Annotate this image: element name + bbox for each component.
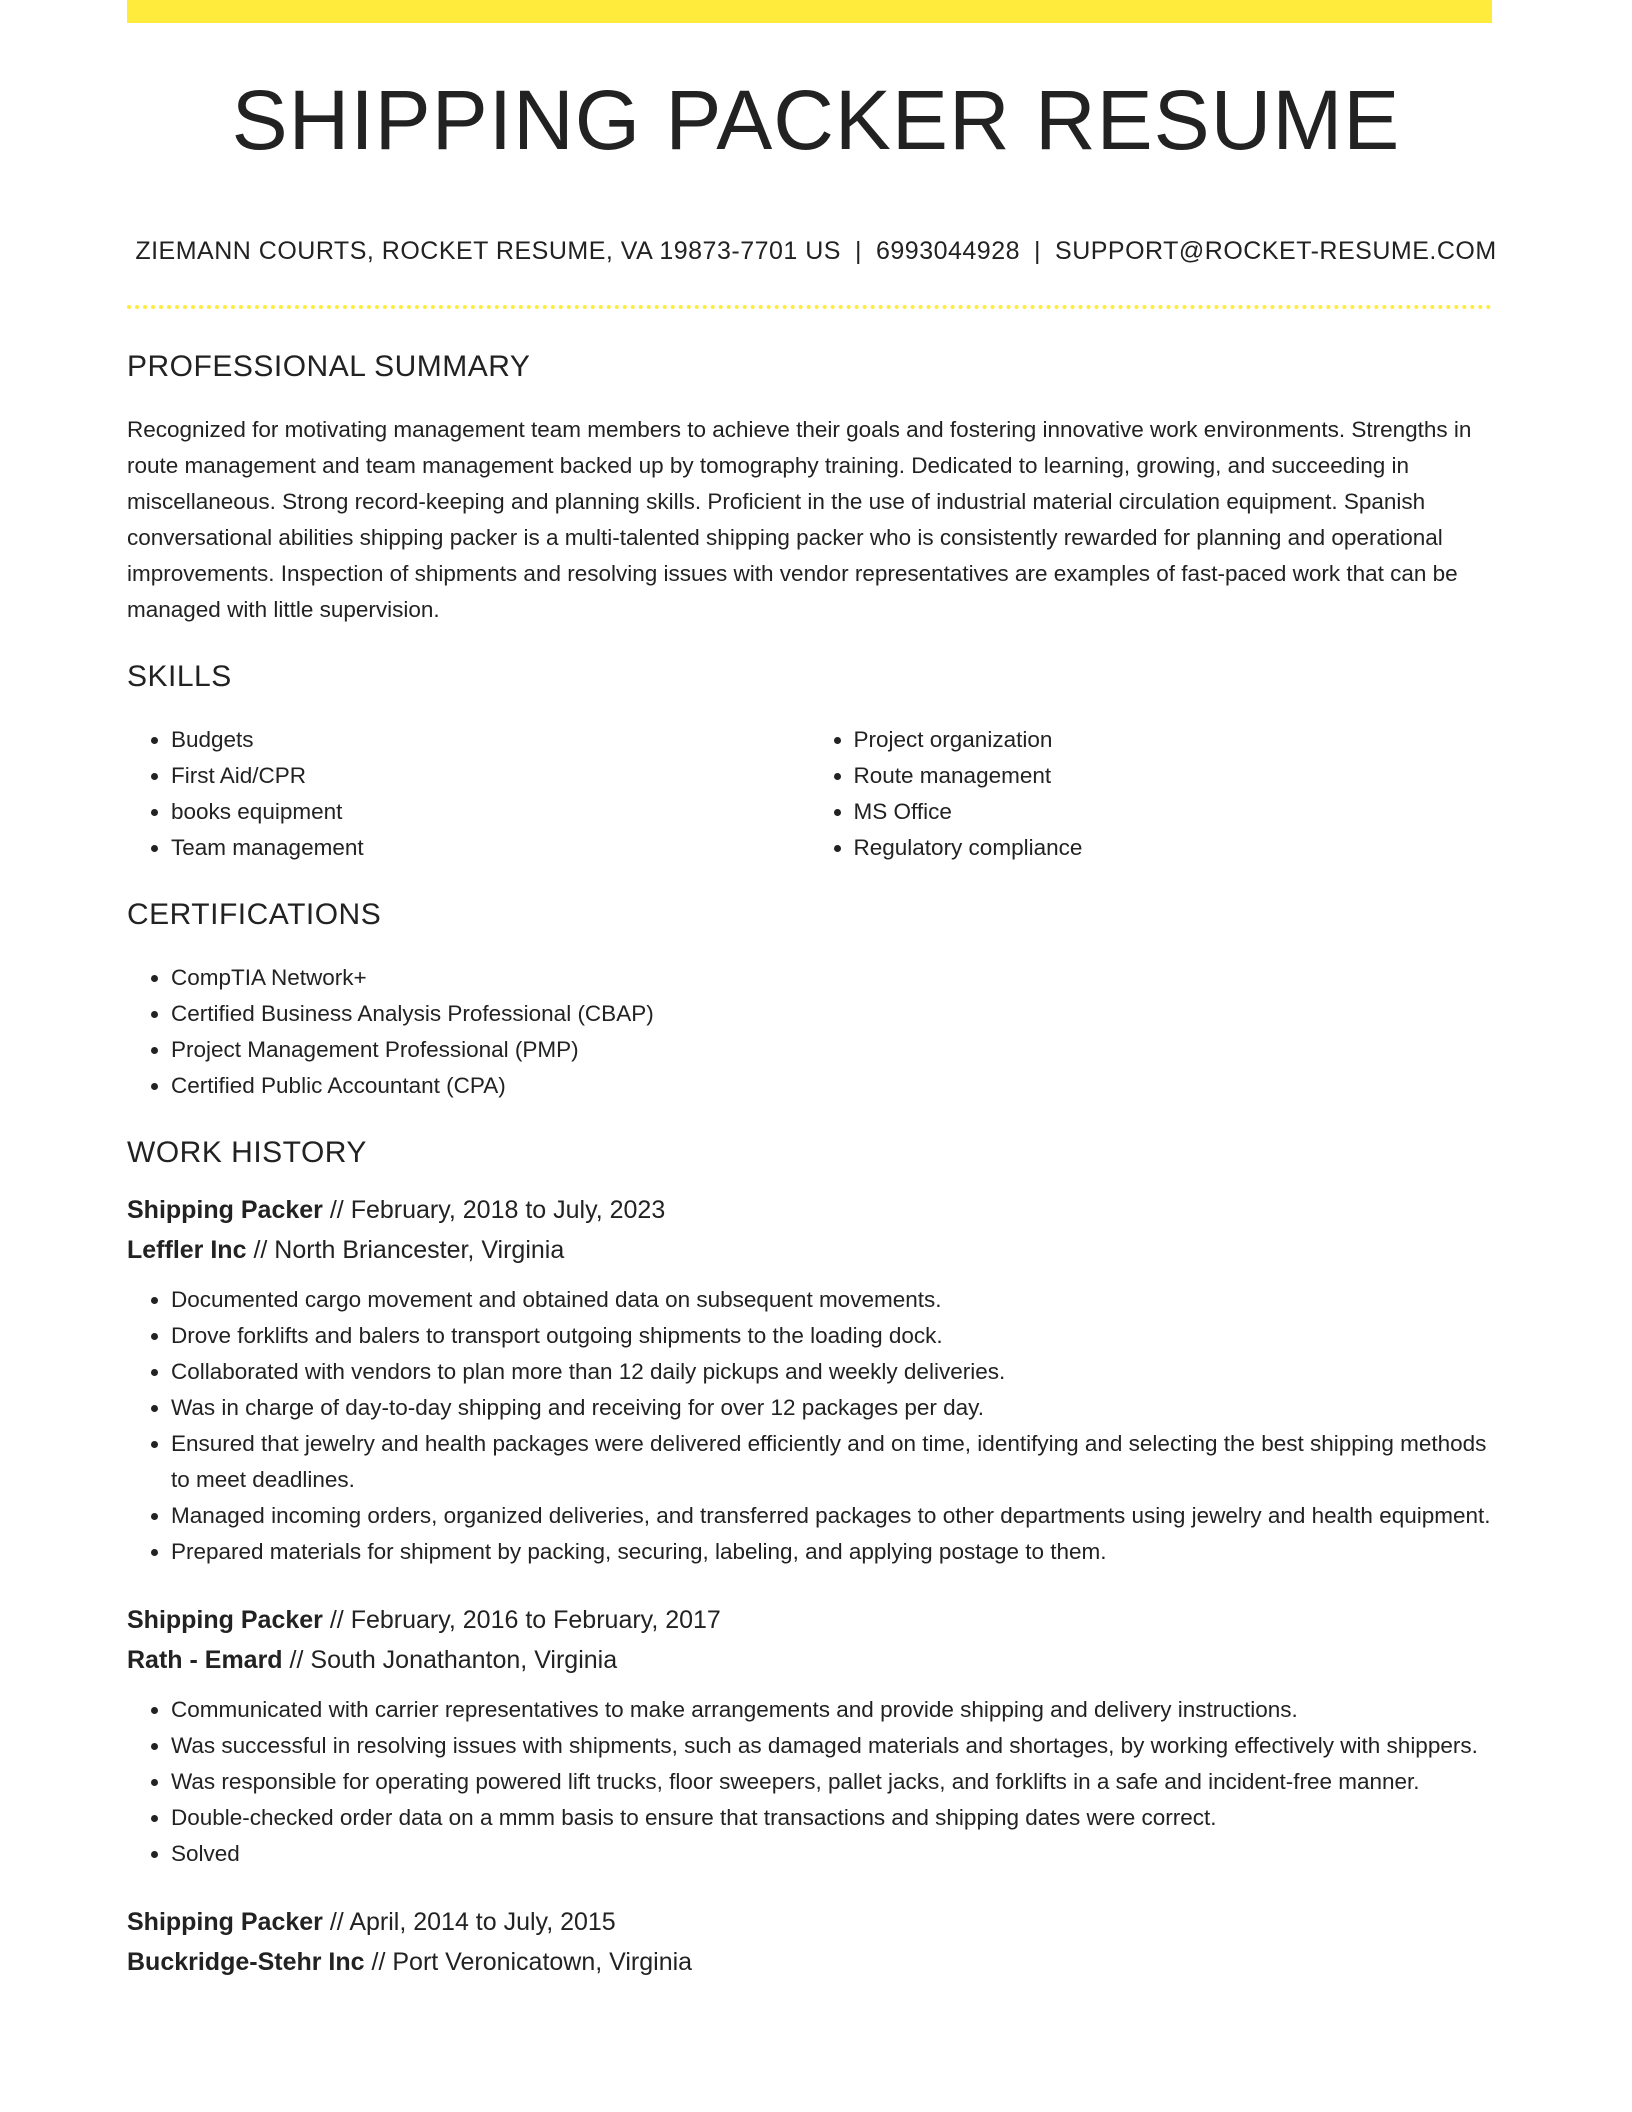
job-dates: April, 2014 to July, 2015 — [349, 1908, 616, 1936]
job-separator: // — [329, 1606, 344, 1634]
skill-item: • Budgets — [171, 722, 810, 758]
dotted-divider — [127, 305, 1492, 309]
job-company: Buckridge-Stehr Inc — [127, 1948, 365, 1976]
contact-address: ZIEMANN COURTS, ROCKET RESUME, VA 19873-7701 US — [135, 237, 841, 265]
certifications-heading: CERTIFICATIONS — [127, 898, 382, 931]
work-history-heading: WORK HISTORY — [127, 1136, 367, 1169]
job-title-line — [127, 1600, 1492, 1640]
job-bullets — [127, 1282, 1492, 1570]
job-separator: // — [329, 1908, 344, 1936]
skill-item: • Regulatory compliance — [854, 830, 1493, 866]
skill-item: • books equipment — [171, 794, 810, 830]
skill-item: • MS Office — [854, 794, 1493, 830]
skill-item: • Project organization — [854, 722, 1493, 758]
job-separator: // — [289, 1646, 304, 1674]
certification-item: • Certified Public Accountant (CPA) — [171, 1068, 1492, 1104]
job-separator: // — [253, 1236, 268, 1264]
summary-heading: PROFESSIONAL SUMMARY — [127, 350, 531, 383]
job-separator: // — [329, 1196, 344, 1224]
job-company-line — [127, 1942, 1492, 1982]
job-location: South Jonathanton, Virginia — [310, 1646, 618, 1674]
summary-text: Recognized for motivating management team members to achieve their goals and fostering innovative work environments. Strengths in route management and team management backed up by tomography training. Dedicated to learning, growing, and succeeding in miscellaneous. Strong record-keeping and planning skills. Proficient in the use of industrial material circulation equipment. Spanish conversational abilities shipping packer is a multi-talented shipping packer who is consistently rewarded for planning and operational improvements. Inspection of shipments and resolving issues with vendor representatives are examples of fast-paced work that can be managed with little supervision. — [127, 417, 1472, 622]
contact-line — [0, 237, 1632, 266]
contact-separator: | — [854, 237, 862, 265]
job-separator: // — [371, 1948, 386, 1976]
job-bullet: • Was in charge of day-to-day shipping and receiving for over 12 packages per day. — [171, 1390, 1492, 1426]
certification-item: • Project Management Professional (PMP) — [171, 1032, 1492, 1068]
certification-item: • Certified Business Analysis Professional (CBAP) — [171, 996, 1492, 1032]
contact-email: SUPPORT@ROCKET-RESUME.COM — [1055, 237, 1497, 265]
job-location: North Briancester, Virginia — [274, 1236, 565, 1264]
job-entry — [127, 1600, 1492, 1872]
certifications-list — [127, 960, 1492, 1104]
skill-item: • Route management — [854, 758, 1493, 794]
summary-section — [127, 350, 1492, 628]
certification-item: • CompTIA Network+ — [171, 960, 1492, 996]
job-bullet: • Double-checked order data on a mmm basis to ensure that transactions and shipping dates were correct. — [171, 1800, 1492, 1836]
job-bullet: • Managed incoming orders, organized deliveries, and transferred packages to other departments using jewelry and health equipment. — [171, 1498, 1492, 1534]
job-location: Port Veronicatown, Virginia — [392, 1948, 693, 1976]
job-bullet: • Collaborated with vendors to plan more than 12 daily pickups and weekly deliveries. — [171, 1354, 1492, 1390]
job-bullet: • Was responsible for operating powered lift trucks, floor sweepers, pallet jacks, and forklifts in a safe and incident-free manner. — [171, 1764, 1492, 1800]
certifications-section — [127, 898, 1492, 1104]
job-title: Shipping Packer — [127, 1196, 323, 1224]
job-title-line — [127, 1190, 1492, 1230]
job-company-line — [127, 1640, 1492, 1680]
job-bullet: • Drove forklifts and balers to transport outgoing shipments to the loading dock. — [171, 1318, 1492, 1354]
skill-item: • First Aid/CPR — [171, 758, 810, 794]
job-bullet: • Documented cargo movement and obtained data on subsequent movements. — [171, 1282, 1492, 1318]
job-bullet: • Ensured that jewelry and health packages were delivered efficiently and on time, identifying and selecting the best shipping methods to meet deadlines. — [171, 1426, 1492, 1498]
job-entry — [127, 1190, 1492, 1570]
job-bullet: • Solved — [171, 1836, 1492, 1872]
skill-item: • Team management — [171, 830, 810, 866]
job-title: Shipping Packer — [127, 1908, 323, 1936]
page-title: SHIPPING PACKER RESUME — [231, 73, 1401, 167]
accent-bar — [127, 0, 1492, 23]
work-history-section — [127, 1136, 1492, 1982]
job-entry — [127, 1902, 1492, 1982]
job-company: Rath - Emard — [127, 1646, 283, 1674]
job-company: Leffler Inc — [127, 1236, 247, 1264]
job-bullet: • Communicated with carrier representatives to make arrangements and provide shipping and delivery instructions. — [171, 1692, 1492, 1728]
resume-content — [127, 350, 1492, 1982]
job-dates: February, 2018 to July, 2023 — [350, 1196, 666, 1224]
job-title: Shipping Packer — [127, 1606, 323, 1634]
job-bullet: • Prepared materials for shipment by packing, securing, labeling, and applying postage to them. — [171, 1534, 1492, 1570]
skills-list-left — [127, 722, 810, 866]
contact-phone: 6993044928 — [875, 237, 1021, 265]
job-company-line — [127, 1230, 1492, 1270]
skills-list-right — [810, 722, 1493, 866]
skills-section — [127, 660, 1492, 866]
job-dates: February, 2016 to February, 2017 — [350, 1606, 721, 1634]
skills-heading: SKILLS — [127, 660, 232, 693]
job-bullet: • Was successful in resolving issues with shipments, such as damaged materials and shortages, by working effectively with shippers. — [171, 1728, 1492, 1764]
job-title-line — [127, 1902, 1492, 1942]
contact-separator: | — [1034, 237, 1042, 265]
skills-columns — [127, 722, 1492, 866]
job-bullets — [127, 1692, 1492, 1872]
